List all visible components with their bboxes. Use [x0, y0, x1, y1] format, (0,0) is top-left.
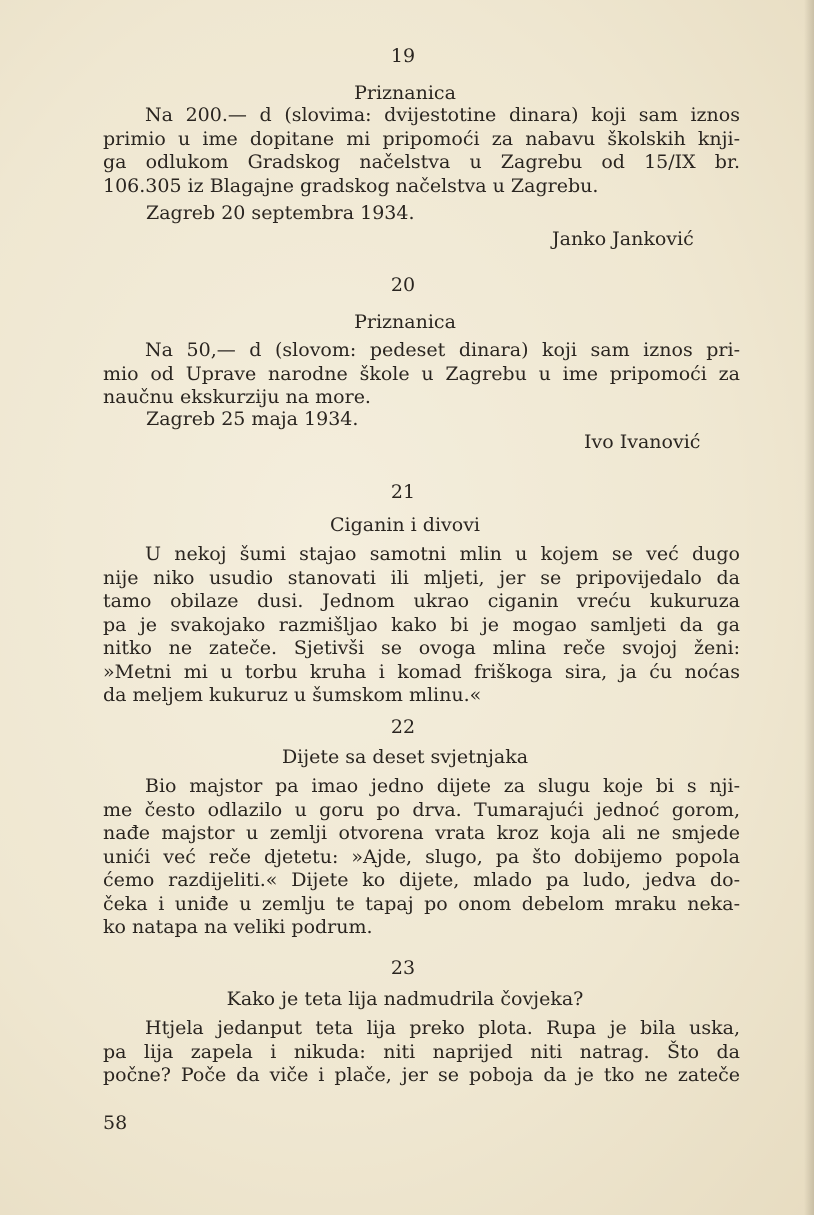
section-title-22: Dijete sa deset svjetnjaka — [281, 746, 529, 768]
signature-20: Ivo Ivanović — [584, 431, 701, 453]
text-line: pa lija zapela i nikuda: niti naprijed niti natrag. Što da — [103, 1040, 740, 1063]
text-line: naučnu ekskurziju na more. — [103, 386, 371, 408]
section-number-23: 23 — [390, 957, 416, 979]
text-line: U nekoj šumi stajao samotni mlin u kojem se već dugo — [145, 543, 740, 565]
page-edge-shadow — [804, 0, 814, 1215]
section-number-22: 22 — [390, 716, 416, 738]
section-title-20: Priznanica — [354, 311, 456, 333]
section-body-19 — [103, 104, 740, 198]
text-line: Bio majstor pa imao jedno dijete za slugu koje bi s nji- — [145, 775, 740, 797]
text-line: pa je svakojako razmišljao kako bi je mogao samljeti da ga — [103, 613, 740, 636]
text-line: Htjela jedanput teta lija preko plota. Rupa je bila uska, — [145, 1017, 740, 1039]
text-line: me često odlazilo u goru po drva. Tumarajući jednoć gorom, — [103, 798, 740, 821]
section-body-23 — [103, 1017, 740, 1088]
page-number: 58 — [103, 1112, 128, 1134]
text-line: ga odlukom Gradskog načelstva u Zagrebu od 15/IX br. — [103, 151, 740, 173]
section-body-20 — [103, 339, 740, 410]
place-date-19: Zagreb 20 septembra 1934. — [146, 202, 415, 224]
text-line: 106.305 iz Blagajne gradskog načelstva u Zagrebu. — [103, 174, 599, 197]
text-line: unići već reče djetetu: »Ajde, slugo, pa što dobijemo popola — [103, 845, 740, 868]
text-line: tamo obilaze dusi. Jednom ukrao ciganin vreću kukuruza — [103, 590, 740, 612]
text-line: da meljem kukuruz u šumskom mlinu.« — [103, 684, 482, 706]
section-body-21 — [103, 543, 740, 708]
text-line: Na 200.— d (slovima: dvijestotine dinara) koji sam iznos — [145, 104, 740, 126]
text-line: Na 50,— d (slovom: pedeset dinara) koji sam iznos pri- — [145, 339, 740, 361]
signature-19: Janko Janković — [552, 228, 694, 250]
text-line: nađe majstor u zemlji otvorena vrata kroz koja ali ne smjede — [103, 822, 740, 844]
text-line: ko natapa na veliki podrum. — [103, 916, 373, 938]
section-number-21: 21 — [390, 481, 416, 503]
section-body-22 — [103, 775, 740, 940]
text-line: počne? Poče da viče i plače, jer se poboja da je tko ne zateče — [103, 1064, 740, 1086]
place-date-20: Zagreb 25 maja 1934. — [146, 408, 359, 430]
section-number-19: 19 — [390, 45, 416, 67]
section-title-23: Kako je teta lija nadmudrila čovjeka? — [226, 988, 584, 1010]
section-title-19: Priznanica — [354, 82, 456, 104]
text-line: čeka i uniđe u zemlju te tapaj po onom debelom mraku neka- — [103, 892, 740, 915]
text-line: nitko ne zateče. Sjetivši se ovoga mlina reče svojoj ženi: — [103, 637, 740, 659]
section-title-21: Ciganin i divovi — [329, 514, 481, 536]
text-line: »Metni mi u torbu kruha i komad friškoga sira, ja ću noćas — [103, 660, 740, 683]
text-line: mio od Uprave narodne škole u Zagrebu u ime pripomoći za — [103, 362, 740, 385]
section-number-20: 20 — [390, 274, 416, 296]
text-line: ćemo razdijeliti.« Dijete ko dijete, mlado pa ludo, jedva do- — [103, 869, 740, 891]
text-line: nije niko usudio stanovati ili mljeti, jer se pripovijedalo da — [103, 566, 740, 589]
text-line: primio u ime dopitane mi pripomoći za nabavu školskih knji- — [103, 127, 740, 150]
